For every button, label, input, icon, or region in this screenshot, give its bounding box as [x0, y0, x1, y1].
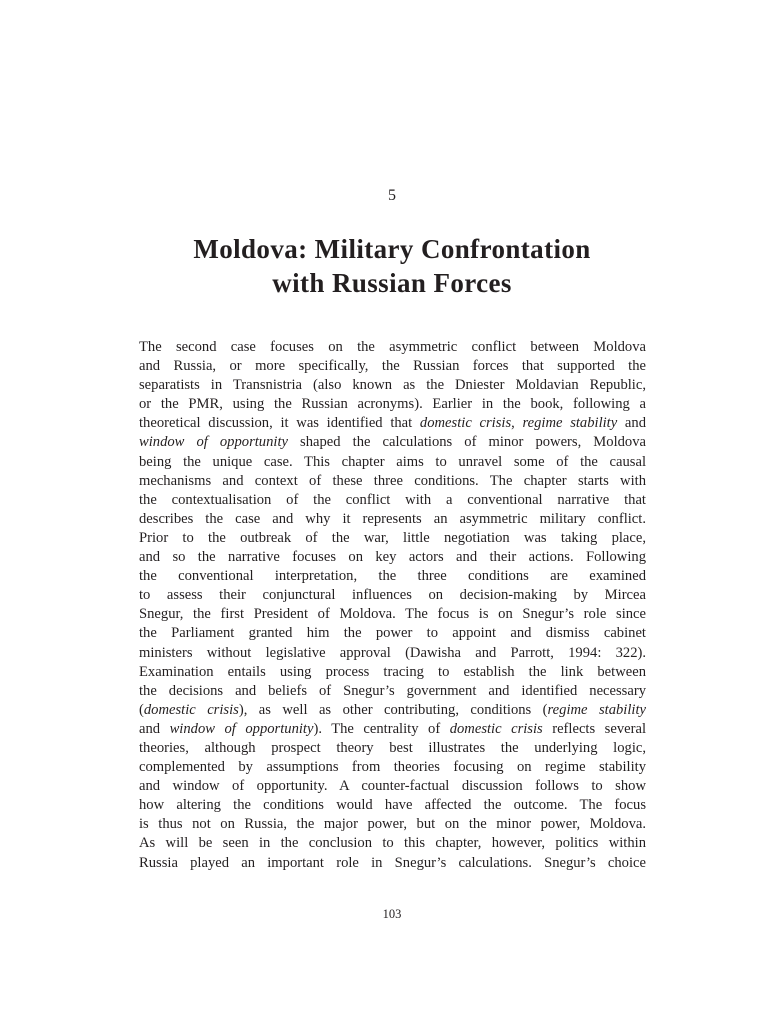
text-run: or the PMR, using the Russian acronyms). Earlier in the book, following a	[139, 396, 646, 413]
text-run: and so the narrative focuses on key actors and their actions. Following	[139, 549, 646, 566]
text-run: mechanisms and context of these three conditions. The chapter starts with	[139, 472, 646, 489]
text-line	[139, 472, 646, 491]
text-run: the Parliament granted him the power to appoint and dismiss cabinet	[139, 625, 646, 642]
text-line	[139, 624, 646, 643]
text-run: the conventional interpretation, the three conditions are examined	[139, 568, 646, 585]
text-run: and window of opportunity. A counter-factual discussion follows to show	[139, 778, 646, 795]
italic-term: domestic crisis	[449, 720, 543, 737]
text-line	[139, 433, 646, 452]
text-line	[139, 605, 646, 624]
text-run: ). The centrality of	[313, 720, 450, 737]
text-line	[139, 739, 646, 758]
text-line	[139, 644, 646, 663]
text-line	[139, 548, 646, 567]
text-line	[139, 453, 646, 472]
text-run: describes the case and why it represents an asymmetric military conflict.	[139, 510, 646, 527]
text-run: The second case focuses on the asymmetric conflict between Moldova	[139, 339, 646, 355]
text-line	[139, 376, 646, 395]
text-run: is thus not on Russia, the major power, but on the minor power, Moldova.	[139, 816, 646, 833]
page-number: 103	[382, 907, 402, 921]
text-line	[139, 357, 646, 376]
text-run: separatists in Transnistria (also known as the Dniester Moldavian Republic,	[139, 377, 646, 394]
text-line	[139, 815, 646, 834]
text-line	[139, 338, 646, 357]
text-line	[139, 510, 646, 529]
text-run: Snegur, the first President of Moldova. The focus is on Snegur’s role since	[139, 606, 646, 623]
italic-term: domestic crisis	[143, 701, 239, 718]
text-line	[139, 758, 646, 777]
text-run: ministers without legislative approval (Dawisha and Parrott, 1994: 322).	[139, 644, 646, 661]
text-line	[139, 854, 646, 873]
text-line	[139, 720, 646, 739]
italic-term: domestic crisis	[419, 415, 512, 432]
text-run: the contextualisation of the conflict with a conventional narrative that	[139, 491, 646, 508]
text-line	[139, 701, 646, 720]
text-line	[139, 414, 646, 433]
text-line	[139, 586, 646, 605]
text-run: Prior to the outbreak of the war, little negotiation was taking place,	[139, 529, 646, 546]
text-line	[139, 663, 646, 682]
italic-term: window of opportunity	[139, 434, 288, 451]
text-run: As will be seen in the conclusion to this chapter, however, politics within	[139, 835, 646, 852]
text-line	[139, 834, 646, 853]
text-run: and	[617, 415, 646, 432]
text-run: how altering the conditions would have affected the outcome. The focus	[139, 797, 646, 814]
text-line	[139, 796, 646, 815]
text-line	[139, 777, 646, 796]
text-run: theories, although prospect theory best illustrates the underlying logic,	[139, 739, 646, 756]
chapter-title-line: Moldova: Military Confrontation	[193, 234, 591, 264]
chapter-title-line: with Russian Forces	[272, 268, 512, 298]
text-line	[139, 529, 646, 548]
text-run: reflects several	[542, 720, 646, 737]
text-run: ), as well as other contributing, conditions (	[238, 701, 548, 718]
text-run: shaped the calculations of minor powers, Moldova	[288, 434, 646, 451]
body-paragraph	[139, 338, 646, 873]
text-line	[139, 491, 646, 510]
chapter-number: 5	[388, 187, 396, 204]
text-run: to assess their conjunctural influences on decision-making by Mircea	[139, 587, 646, 604]
text-run: and	[139, 720, 170, 737]
text-run: being the unique case. This chapter aims to unravel some of the causal	[139, 453, 646, 470]
text-run: ,	[511, 415, 523, 432]
chapter-title	[130, 232, 654, 300]
italic-term: window of opportunity	[169, 720, 314, 737]
text-run: Examination entails using process tracing to establish the link between	[139, 663, 646, 680]
italic-term: regime stability	[547, 701, 647, 718]
text-run: (	[139, 701, 144, 718]
italic-term: regime stability	[522, 415, 618, 432]
text-line	[139, 395, 646, 414]
text-run: and Russia, or more specifically, the Russian forces that supported the	[139, 358, 646, 375]
text-line	[139, 567, 646, 586]
text-run: the decisions and beliefs of Snegur’s government and identified necessary	[139, 682, 646, 699]
text-run: theoretical discussion, it was identified that	[139, 415, 420, 432]
text-run: complemented by assumptions from theories focusing on regime stability	[139, 759, 646, 776]
text-run: Russia played an important role in Snegur’s calculations. Snegur’s choice	[139, 854, 646, 871]
text-line	[139, 682, 646, 701]
